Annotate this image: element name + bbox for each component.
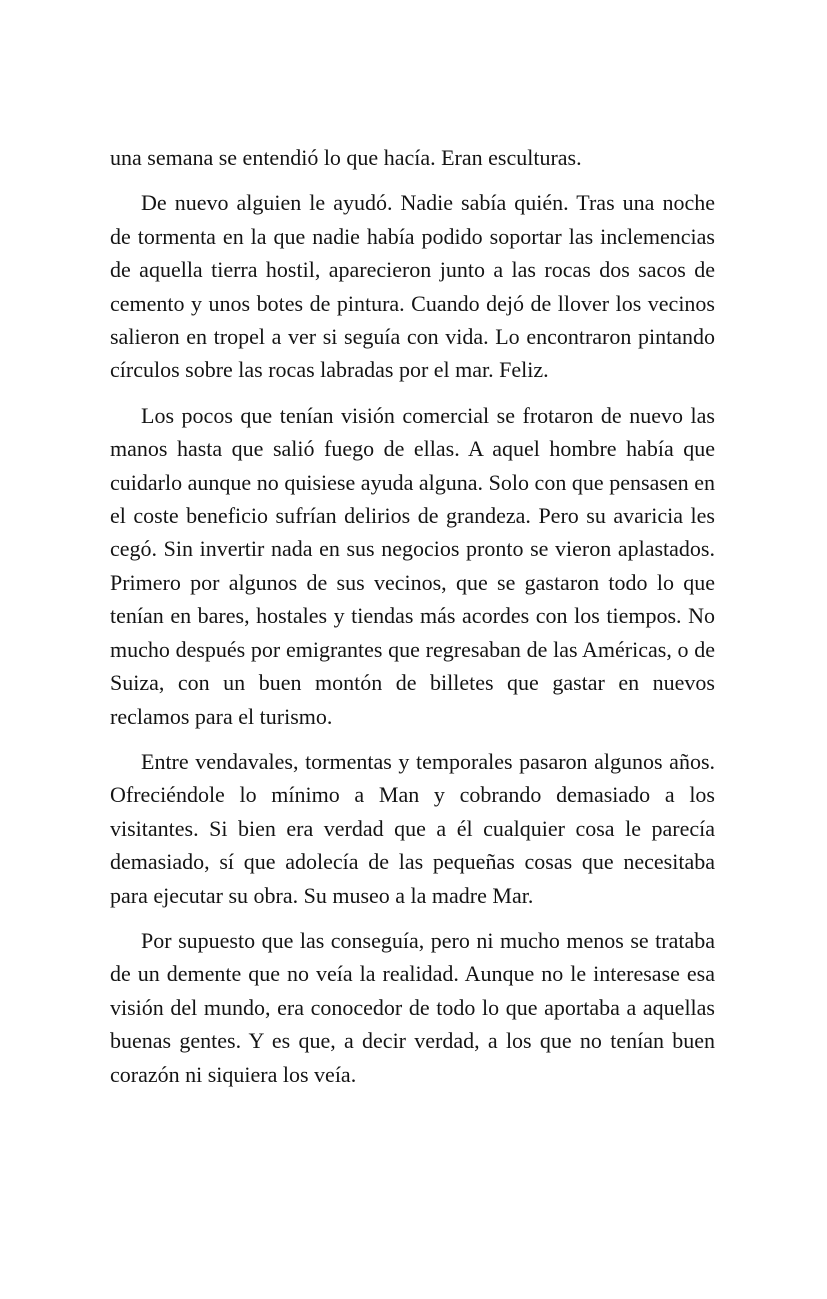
paragraph-continuation: una semana se entendió lo que hacía. Eran esculturas. — [110, 145, 582, 170]
page-body — [110, 141, 715, 1103]
paragraph: Entre vendavales, tormentas y temporales pasaron algunos años. Ofreciéndole lo mínimo a Man y cobrando demasiado a los visitantes. Si bien era verdad que a él cualquier cosa le parecía demasiado, sí que adolecía de las pequeñas cosas que necesitaba para ejecutar su obra. Su museo a la madre Mar. — [110, 748, 715, 908]
paragraph: De nuevo alguien le ayudó. Nadie sabía quién. Tras una noche de tormenta en la que nadie había podido soportar las inclemencias de aquella tierra hostil, aparecieron junto a las rocas dos sacos de cemento y unos botes de pintura. Cuando dejó de llover los vecinos salieron en tropel a ver si seguía con vida. Lo encontraron pintando círculos sobre las rocas labradas por el mar. Feliz. — [110, 190, 715, 383]
paragraph: Los pocos que tenían visión comercial se frotaron de nuevo las manos hasta que salió fuego de ellas. A aquel hombre había que cuidarlo aunque no quisiese ayuda alguna. Solo con que pensasen en el coste beneficio sufrían delirios de grandeza. Pero su avaricia les cegó. Sin invertir nada en sus negocios pronto se vieron aplastados. Primero por algunos de sus vecinos, que se gastaron todo lo que tenían en bares, hostales y tiendas más acordes con los tiempos. No mucho después por emigrantes que regresaban de las Américas, o de Suiza, con un buen montón de billetes que gastar en nuevos reclamos para el turismo. — [110, 402, 715, 729]
paragraph: Por supuesto que las conseguía, pero ni mucho menos se trataba de un demente que no veía la realidad. Aunque no le interesase esa visión del mundo, era conocedor de todo lo que aportaba a aquellas buenas gentes. Y es que, a decir verdad, a los que no tenían buen corazón ni siquiera los veía. — [110, 927, 715, 1087]
